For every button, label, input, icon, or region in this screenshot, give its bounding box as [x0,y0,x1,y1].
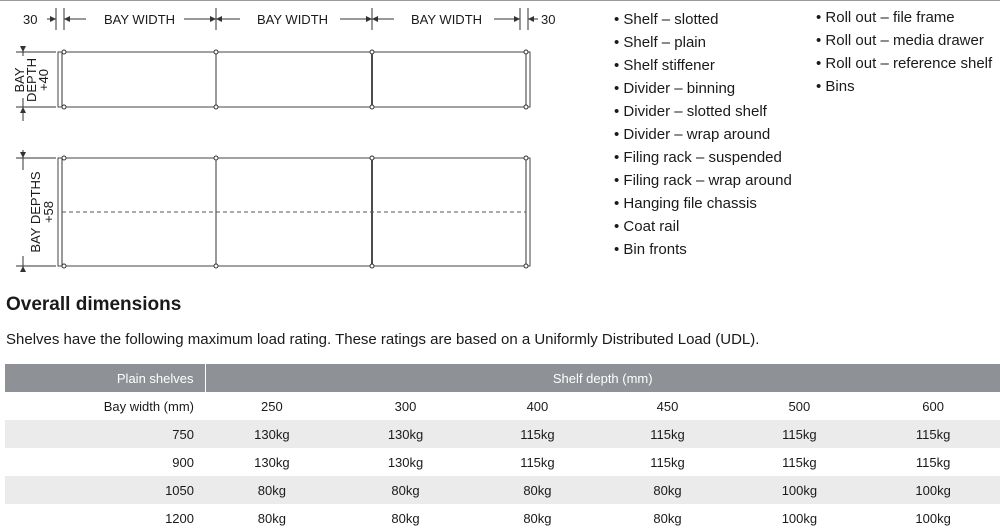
list-item: • Shelf stiffener [614,54,792,77]
bay-width-cell: 1050 [5,476,205,504]
load-cell: 80kg [472,476,602,504]
list-item: • Filing rack – wrap around [614,169,792,192]
dim-bay-width-1: BAY WIDTH [104,12,176,27]
load-cell: 100kg [781,510,818,526]
depth-header: 500 [788,398,811,414]
dim-left-30: 30 [23,12,38,27]
load-cell: 80kg [653,510,682,526]
list-item: • Filing rack – suspended [614,146,792,169]
list-item: • Divider – binning [614,77,792,100]
load-cell: 115kg [520,454,555,470]
bay-width-cell: 900 [172,454,194,470]
list-item: • Roll out – reference shelf [816,52,992,75]
load-cell: 80kg [523,510,552,526]
section-title: Overall dimensions [6,294,182,315]
list-item: • Bin fronts [614,238,792,261]
table-row [5,448,1000,476]
load-cell: 80kg [339,476,473,504]
list-item: • Hanging file chassis [614,192,792,215]
load-cell: 115kg [915,454,951,470]
dim-bay-width-2: BAY WIDTH [257,12,329,27]
bay-depth-label-1: BAY [12,67,27,93]
intro-text: Shelves have the following maximum load rating. These ratings are based on a Uniformly Distributed Load (UDL). [6,331,760,348]
load-cell: 130kg [205,420,339,448]
depth-header: 450 [656,398,679,414]
dim-bay-width-3: BAY WIDTH [411,12,483,27]
components-list-2 [816,6,992,98]
bay-width-cell: 1200 [165,510,194,526]
table-row [5,504,1000,532]
load-cell: 130kg [339,420,473,448]
depth-header: 300 [394,398,417,414]
shelf-plan-diagram [0,0,600,290]
table-group-header: Shelf depth (mm) [205,364,1000,392]
load-cell: 80kg [205,476,339,504]
list-item: • Roll out – file frame [816,6,992,29]
components-list-1 [614,8,792,261]
depth-header: 400 [526,398,549,414]
load-cell: 115kg [602,420,732,448]
load-cell: 115kg [733,420,867,448]
list-item: • Coat rail [614,215,792,238]
depth-header: 250 [260,398,283,414]
load-cell: 100kg [866,476,1000,504]
list-item: • Divider – wrap around [614,123,792,146]
table-corner-label: Plain shelves [5,364,205,392]
bay-depths-label-1: BAY DEPTHS [28,171,43,253]
load-cell: 130kg [387,454,424,470]
bay-width-cell: 750 [5,420,205,448]
load-cell: 115kg [472,420,602,448]
load-cell: 80kg [602,476,732,504]
list-item: • Shelf – slotted [614,8,792,31]
depth-header: 600 [922,398,944,414]
load-cell: 80kg [257,510,286,526]
table-row [5,392,1000,420]
load-rating-table [5,364,1000,532]
load-cell: 100kg [915,510,951,526]
list-item: • Divider – slotted shelf [614,100,792,123]
row-header-label: Bay width (mm) [103,398,194,414]
load-cell: 130kg [254,454,290,470]
table-header-row [5,364,1000,392]
list-item: • Roll out – media drawer [816,29,992,52]
bay-depths-label-2: +58 [41,200,56,224]
bay-depth-label-2: DEPTH [24,57,39,103]
list-item: • Bins [816,75,992,98]
table-row [5,476,1000,504]
load-cell: 100kg [733,476,867,504]
bay-depth-label-3: +40 [36,68,51,92]
load-cell: 80kg [391,510,420,526]
table-row [5,420,1000,448]
load-cell: 115kg [782,454,817,470]
load-cell: 115kg [866,420,1000,448]
load-cell: 115kg [650,454,685,470]
list-item: • Shelf – plain [614,31,792,54]
dim-right-30: 30 [541,12,556,27]
